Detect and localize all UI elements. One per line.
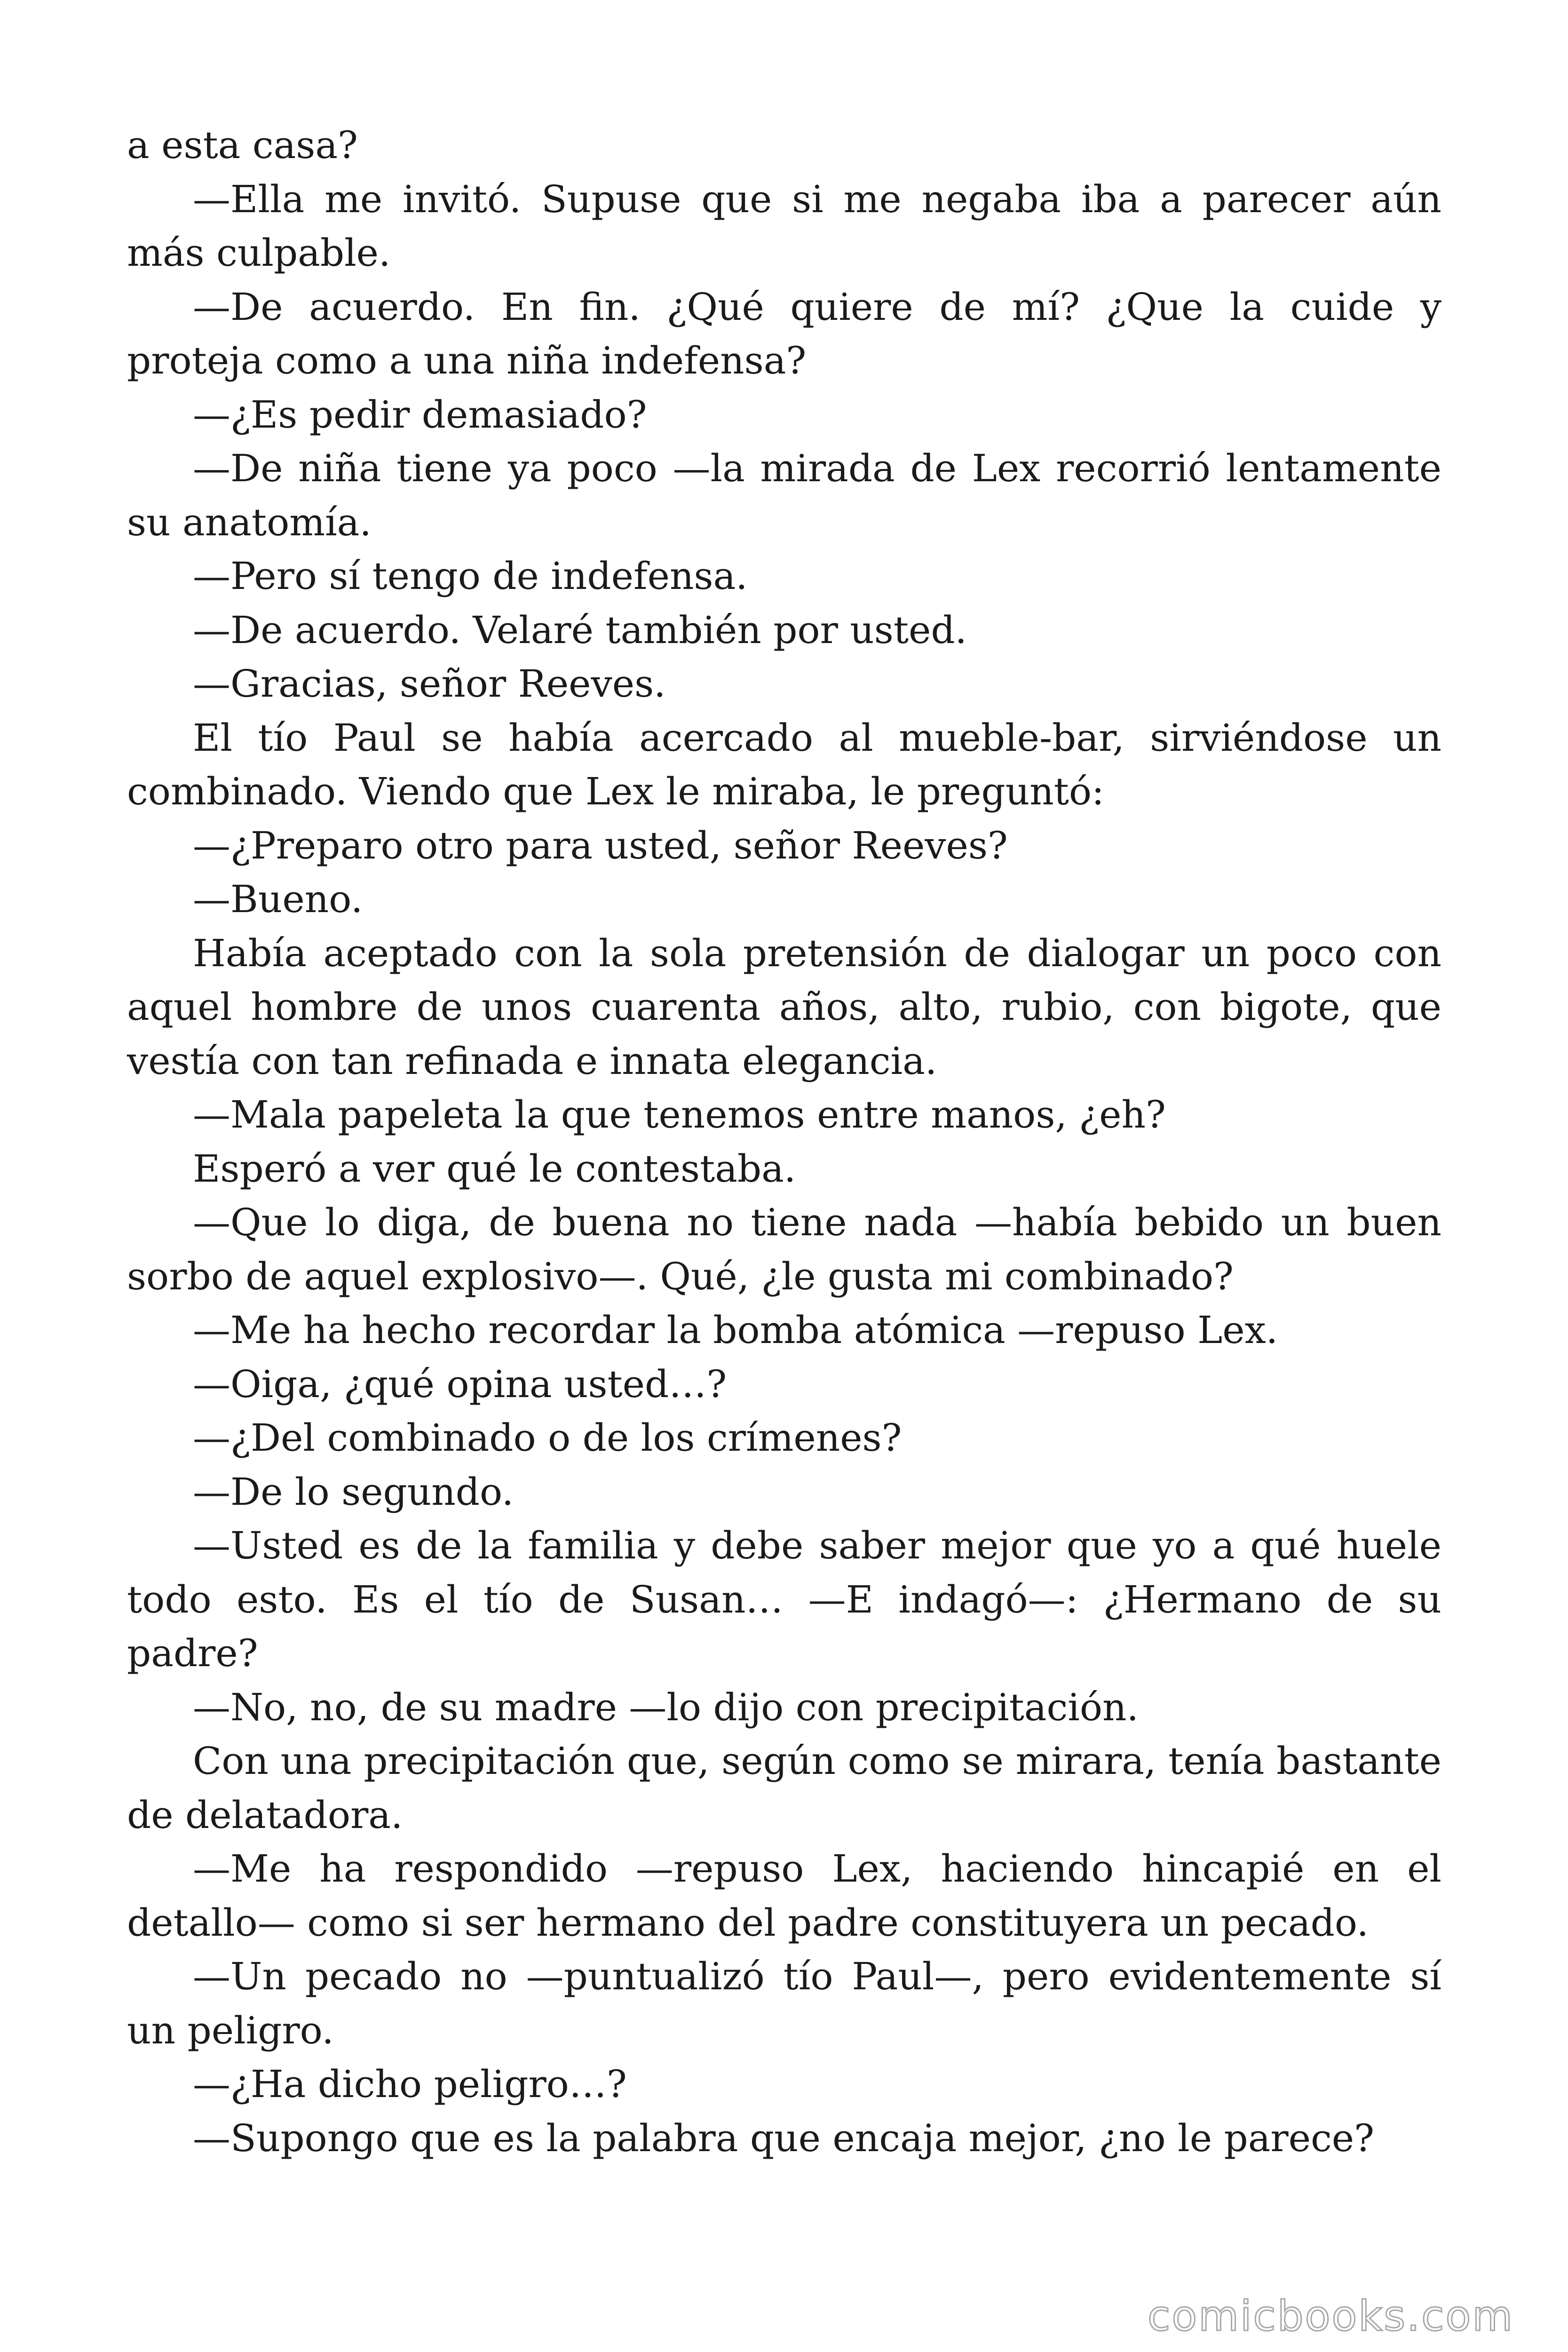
text-line: a esta casa?	[127, 123, 358, 167]
text-line: —De acuerdo. Velaré también por usted.	[193, 608, 967, 652]
text-line: padre?	[127, 1631, 258, 1675]
text-line: Con una precipitación que, según como se mirara, tenía bastante	[193, 1739, 1441, 1783]
text-line: de delatadora.	[127, 1793, 403, 1837]
text-line: —¿Preparo otro para usted, señor Reeves?	[193, 823, 1008, 867]
text-line: vestía con tan refinada e innata elegancia.	[127, 1039, 937, 1083]
text-line: Había aceptado con la sola pretensión de dialogar un poco con	[193, 931, 1441, 975]
text-line: —Pero sí tengo de indefensa.	[193, 554, 748, 598]
text-line: —Que lo diga, de buena no tiene nada —había bebido un buen	[193, 1200, 1441, 1244]
text-line: —De lo segundo.	[193, 1470, 514, 1514]
text-line: —Gracias, señor Reeves.	[193, 662, 666, 706]
text-line: —¿Del combinado o de los crímenes?	[193, 1416, 902, 1460]
text-line: sorbo de aquel explosivo—. Qué, ¿le gusta mi combinado?	[127, 1254, 1234, 1298]
text-line: —De niña tiene ya poco —la mirada de Lex recorrió lentamente	[193, 446, 1441, 490]
text-line: Esperó a ver qué le contestaba.	[193, 1146, 796, 1191]
text-line: —Me ha hecho recordar la bomba atómica —repuso Lex.	[193, 1308, 1278, 1352]
watermark-logo: comicbooks.com	[1148, 2292, 1514, 2340]
text-line: —Oiga, ¿qué opina usted…?	[193, 1362, 727, 1406]
book-page-text	[127, 119, 1441, 2165]
text-line: —Un pecado no —puntualizó tío Paul—, pero evidentemente sí	[193, 1955, 1441, 1998]
text-line: —Bueno.	[193, 877, 363, 921]
text-line: un peligro.	[127, 2008, 334, 2052]
text-line: —¿Ha dicho peligro…?	[193, 2062, 627, 2106]
text-line: —Me ha respondido —repuso Lex, haciendo hincapié en el	[193, 1847, 1441, 1891]
text-line: —Supongo que es la palabra que encaja mejor, ¿no le parece?	[193, 2116, 1375, 2160]
text-line: —Mala papeleta la que tenemos entre manos, ¿eh?	[193, 1093, 1166, 1136]
text-line: aquel hombre de unos cuarenta años, alto, rubio, con bigote, que	[127, 985, 1441, 1029]
text-line: su anatomía.	[127, 500, 372, 544]
text-line: detallo— como si ser hermano del padre constituyera un pecado.	[127, 1900, 1369, 1945]
text-line: —¿Es pedir demasiado?	[193, 392, 647, 437]
text-line: más culpable.	[127, 231, 391, 275]
text-line: —No, no, de su madre —lo dijo con precipitación.	[193, 1685, 1139, 1729]
text-line: todo esto. Es el tío de Susan… —E indagó—: ¿Hermano de su	[127, 1577, 1441, 1621]
text-line: proteja como a una niña indefensa?	[127, 339, 807, 382]
text-line: El tío Paul se había acercado al mueble-bar, sirviéndose un	[193, 715, 1441, 760]
text-line: —Usted es de la familia y debe saber mejor que yo a qué huele	[193, 1524, 1441, 1567]
text-line: —Ella me invitó. Supuse que si me negaba iba a parecer aún	[193, 177, 1441, 221]
text-line: —De acuerdo. En fin. ¿Qué quiere de mí? ¿Que la cuide y	[193, 285, 1441, 329]
text-line: combinado. Viendo que Lex le miraba, le preguntó:	[127, 770, 1105, 813]
